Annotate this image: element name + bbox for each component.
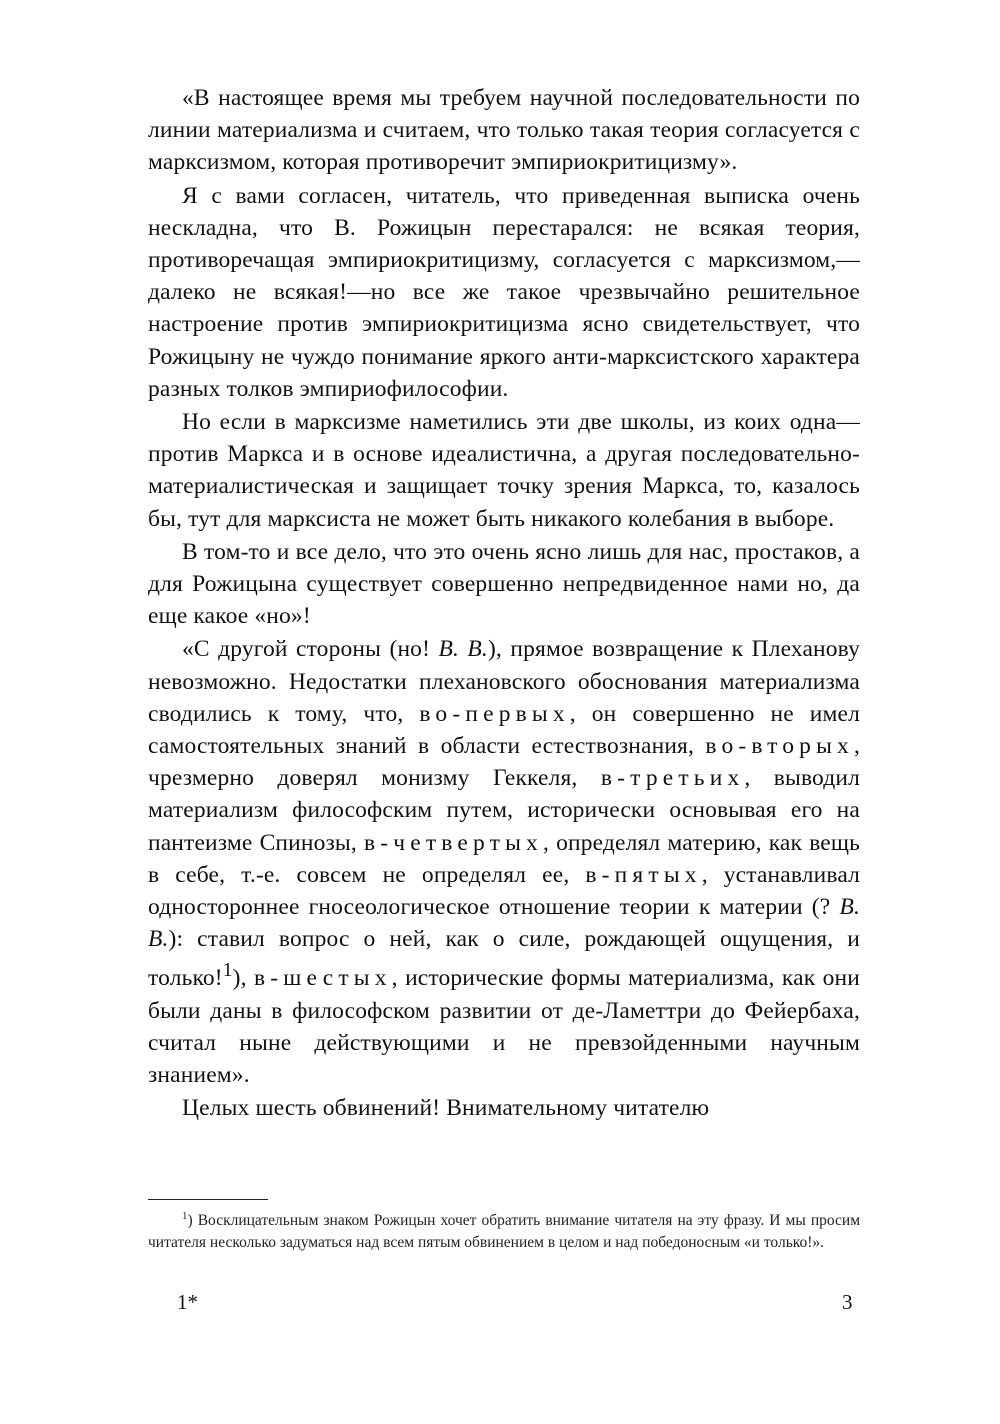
quote-text: , исторические формы материализма, как они были даны в философском развитии от де-Ламеттри до Фейербаха, считал ныне действующими и не превзойденными научным знанием». [148,965,860,1088]
ordinal: в-пятых [585,861,702,888]
footnote-text: ) Восклицательным знаком Рожицын хочет обратить внимание читателя на эту фразу. И мы просим читателя несколько задуматься над всем пятым обвинением в целом и над победоносным «и только!». [148,1212,860,1251]
paragraph-3: Но если в марксизме наметились эти две школы, из коих одна—против Маркса и в основе идеалистична, а другая последовательно-материалистическая и защищает точку зрения Маркса, то, казалось бы, тут для марксиста не может быть никакого колебания в выборе. [148,409,860,532]
page-number: 3 [842,1290,853,1314]
ordinal: в-третьих [600,765,745,792]
closing-paragraph: Целых шесть обвинений! Внимательному читателю [182,1095,710,1122]
page-body [148,82,860,1124]
ordinal: в-четвертых [364,829,543,856]
paragraph-4: В том-то и все дело, что это очень ясно лишь для нас, простаков, а для Рожицына существует совершенно непредвиденное нами но, да еще какое «но»! [148,538,860,630]
footnote-reference[interactable]: 1 [222,960,233,982]
signature-mark: 1* [177,1290,198,1314]
author-initials: В. В. [438,636,488,663]
quote-text: , чрезмерно доверял монизму Геккеля, [148,733,860,792]
quote-text: ), прямое возвращение к Плеханову невозможно. Недостатки плехановского обоснования материализма сводились к тому, что, [148,636,860,727]
ordinal: во-первых [419,700,570,727]
ordinal: в-шестых [254,965,392,992]
quote-paragraph [148,633,860,1091]
quote-text: ): ставил вопрос о ней, как о силе, рождающей ощущения, и только! [148,926,860,992]
quote-text: , определял материю, как вещь в себе, т.-е. совсем не определял ее, [148,829,860,888]
footnote-mark: 1 [182,1209,188,1222]
author-initials: В. В. [148,894,860,953]
quote-text: ), [232,965,255,992]
quote-text: , выводил материализм философским путем, исторически основывая его на пантеизме Спинозы, [148,765,860,856]
paragraph-1: «В настоящее время мы требуем научной последовательности по линии материализма и считаем, что только такая теория согласуется с марксизмом, которая противоречит эмпириокритицизму». [148,85,860,176]
footnote-divider [148,1199,268,1200]
paragraph-2: Я с вами согласен, читатель, что приведенная выписка очень нескладна, что В. Рожицын перестарался: не всякая теория, противоречащая эмпириокритицизму, согласуется с марксизмом,—далеко не всякая!—но все же такое чрезвычайно решительное настроение против эмпириокритицизма ясно свидетельствует, что Рожицыну не чуждо понимание яркого анти-марксистского характера разных толков эмпириофилософии. [148,182,860,402]
quote-text: , устанавливал одностороннее гносеологическое отношение теории к материи (? [148,861,860,921]
footnote [148,1210,860,1254]
quote-text: , он совершенно не имел самостоятельных знаний в области естествознания, [148,700,860,760]
quote-text: «С другой стороны (но! [182,636,439,663]
ordinal: во-вторых [705,733,854,760]
